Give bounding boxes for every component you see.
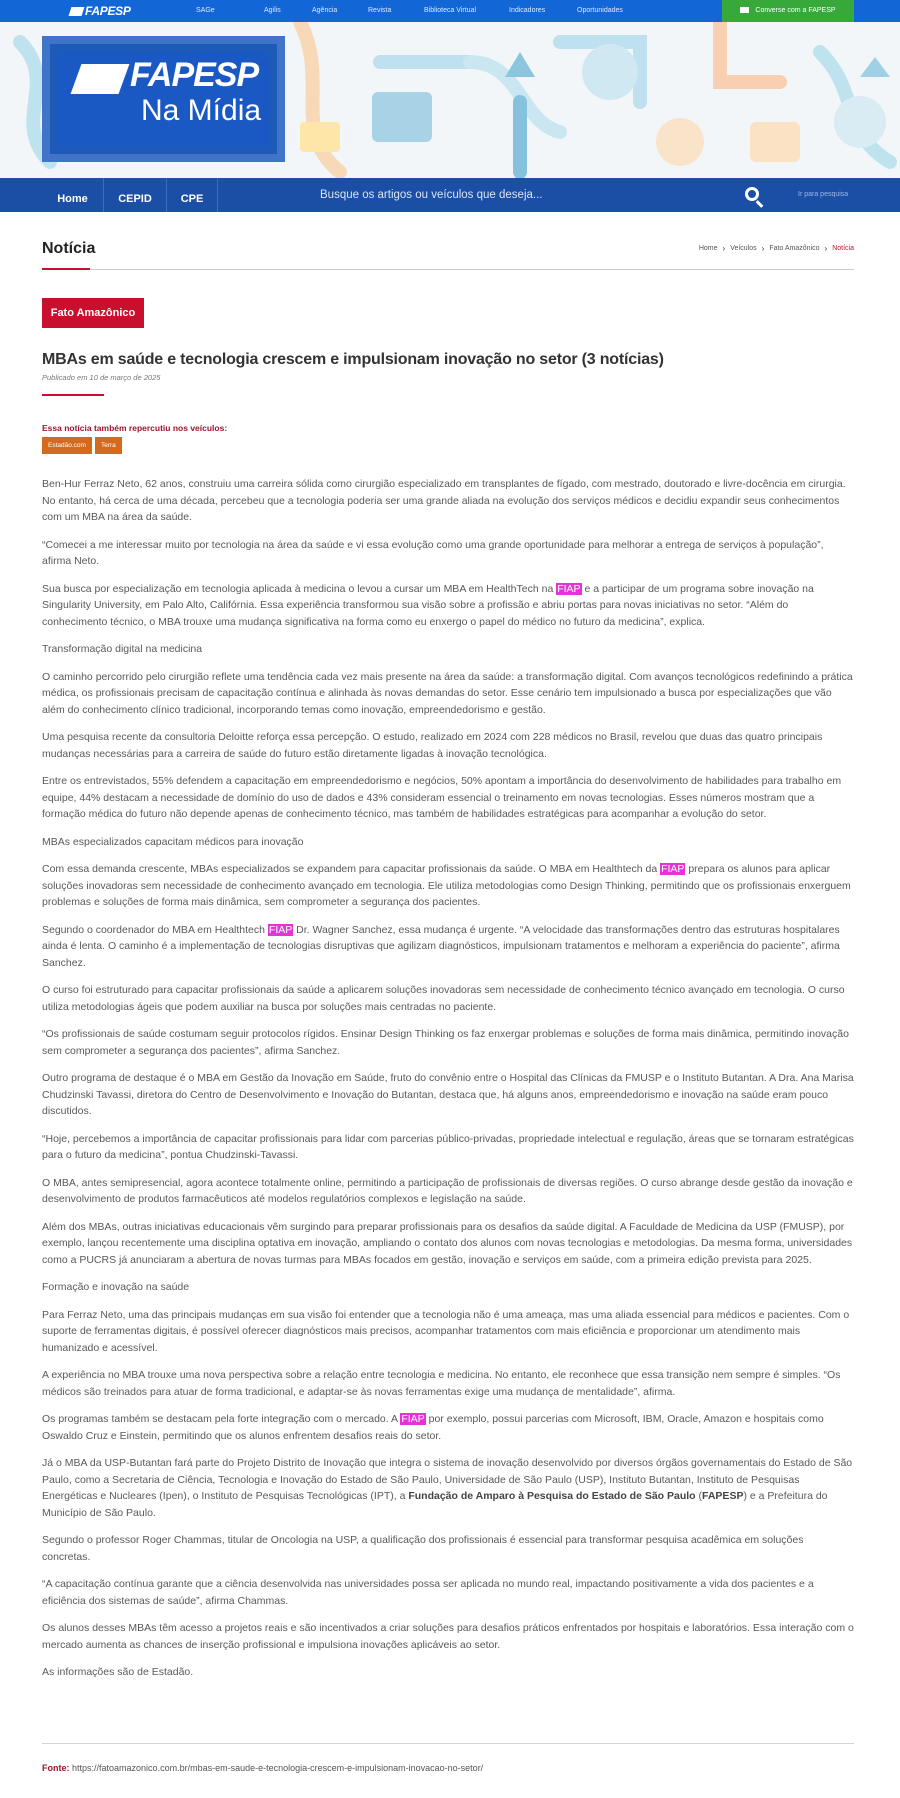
highlight-fiap: FIAP (557, 582, 581, 595)
title-divider (42, 269, 854, 270)
text: ( (695, 1490, 703, 1502)
nav-cepid[interactable]: CEPID (104, 178, 167, 212)
section-heading: Transformação digital na medicina (42, 643, 203, 655)
contact-label: Converse com a FAPESP (755, 7, 836, 14)
chevron-right-icon: › (824, 244, 828, 253)
top-nav-agencia[interactable]: Agência (312, 7, 338, 14)
brand-main-text: FAPESP (130, 56, 259, 94)
source-url-link[interactable]: https://fatoamazonico.com.br/mbas-em-saude-e-tecnologia-crescem-e-impulsionam-inovacao-no-setor/ (72, 1763, 484, 1773)
text: Segundo o coordenador do MBA em Healthtech (42, 923, 268, 936)
top-nav-oportunidades[interactable]: Oportunidades (577, 7, 623, 14)
highlight-fiap: FIAP (268, 923, 293, 936)
paragraph: Uma pesquisa recente da consultoria Deloitte reforça essa percepção. O estudo, realizado em 2024 com 228 médicos no Brasil, revelou que duas das quatro principais mudanças necessárias para a carreira de saúde do futuro estão diretamente ligadas à inovação tecnológica. (42, 731, 823, 760)
vehicle-badge-terra[interactable]: Terra (95, 437, 122, 454)
top-nav-agilis[interactable]: Agilis (264, 7, 281, 14)
paragraph (42, 581, 854, 631)
text: por exemplo, possui parcerias com Microsoft, IBM, Oracle, Amazon e hospitais como Oswaldo Cruz e Einstein, permitindo que os alunos enfrentem desafios reais do setor. (42, 1413, 824, 1442)
title-accent (42, 268, 90, 270)
paragraph: Segundo o professor Roger Chammas, titular de Oncologia na USP, a qualificação dos profissionais é essencial para transformar pesquisa acadêmica em soluções concretas. (42, 1534, 804, 1563)
text: ) e a Prefeitura do Município de São Paulo. (42, 1490, 828, 1519)
paragraph: Os alunos desses MBAs têm acesso a projetos reais e são incentivados a criar soluções para desafios práticos enfrentados por hospitais e laboratórios. Essa interação com o mercado aumenta as chances de inserção profissional e impulsiona inovações aplicáveis ao setor. (42, 1622, 854, 1651)
text: Com essa demanda crescente, MBAs especializados se expandem para capacitar profissionais da saúde. O MBA em Healthtech da (42, 863, 661, 875)
paragraph: O MBA, antes semipresencial, agora acontece totalmente online, permitindo a participação de profissionais de diversas regiões. O curso abrange desde gestão da inovação e desenvolvimento de produtos farmacêuticos até modelos regulatórios complexos e legislação na saúde. (42, 1176, 853, 1205)
main-nav (0, 178, 900, 212)
publish-date: Publicado em 10 de março de 2025 (42, 373, 161, 382)
brand-sub: Na Mídia (141, 94, 262, 127)
breadcrumb-current: Notícia (832, 245, 854, 252)
paragraph (42, 922, 854, 972)
paragraph: “Os profissionais de saúde costumam seguir protocolos rígidos. Ensinar Design Thinking os faz enxergar problemas e soluções de forma mais dinâmica, permitindo inovação sem comprometer a segurança dos pacientes”, afirma Sanchez. (42, 1028, 849, 1057)
paragraph: O caminho percorrido pelo cirurgião reflete uma tendência cada vez mais presente na área da saúde: a transformação digital. Com avanços tecnológicos redefinindo a prática médica, os profissionais precisam de capacitação contínua e alinhada às novas demandas do setor. Esse cenário tem impulsionado a busca por especializações que vão além do conhecimento clínico tradicional, incorporando temas como inovação, empreendedorismo e gestão. (42, 670, 853, 716)
paragraph: O curso foi estruturado para capacitar profissionais da saúde a aplicarem soluções inovadoras sem necessidade de conhecimento técnico avançado em tecnologia. O curso utiliza metodologias ágeis que podem auxiliar na busca por soluções mais centradas no paciente. (42, 984, 845, 1013)
top-bar (0, 0, 900, 22)
paragraph (42, 1411, 854, 1444)
paragraph: Entre os entrevistados, 55% defendem a capacitação em empreendedorismo e negócios, 50% apontam a importância do desenvolvimento de habilidades para trabalho em equipe, 44% destacam a necessidade de domínio do uso de dados e 43% consideram essencial o treinamento em novas tecnologias. Esses números mostram que a formação médica do futuro não depende apenas de conhecimento técnico, mas também de habilidades estratégicas para acompanhar a evolução do setor. (42, 775, 842, 820)
highlight-fiap: FIAP (661, 863, 685, 875)
flag-logo-icon (69, 7, 85, 16)
breadcrumb-home[interactable]: Home (698, 245, 718, 252)
paragraph: As informações são de Estadão. (42, 1666, 194, 1678)
top-nav-biblioteca[interactable]: Biblioteca Virtual (424, 7, 477, 14)
top-nav-sage[interactable]: SAGe (196, 7, 215, 14)
breadcrumb (699, 244, 854, 253)
section-heading: MBAs especializados capacitam médicos para inovação (42, 835, 304, 848)
paragraph: Outro programa de destaque é o MBA em Gestão da Inovação em Saúde, fruto do convênio entre o Hospital das Clínicas da FMUSP e o Instituto Butantan. A Dra. Ana Marisa Chudzinski Tavassi, diretora do Centro de Desenvolvimento e Inovação do Butantan, destaca que, há alguns anos, empreendedorismo e inovação na saúde eram pouco discutidos. (42, 1072, 854, 1117)
text: Sua busca por especialização em tecnologia aplicada à medicina o levou a cursar um MBA em HealthTech na (42, 582, 557, 595)
text: Os programas também se destacam pela forte integração com o mercado. A (42, 1413, 401, 1425)
text: Dr. Wagner Sanchez, essa mudança é urgente. “A velocidade das transformações dentro das estruturas hospitalares ainda é lenta. O caminho é a implementação de tecnologias disruptivas que agilizam diagnósticos, impulsionam tratamentos e melhoram a experiência do paciente”, afirma Sanchez. (42, 923, 840, 969)
top-nav-revista[interactable]: Revista (368, 7, 392, 14)
text: e a participar de um programa sobre inovação na Singularity University, em Palo Alto, Califórnia. Essa experiência transformou sua visão sobre a profissão e abriu portas para novas iniciativas no setor. “Além do conhecimento técnico, o MBA trouxe uma mudança significativa na forma como eu enxergo o papel do médico no futuro da medicina”, explica. (42, 582, 814, 628)
highlight-fiap: FIAP (401, 1413, 425, 1425)
nav-cpe[interactable]: CPE (167, 178, 218, 212)
breadcrumb-veiculos[interactable]: Veículos (730, 245, 757, 252)
paragraph: “Comecei a me interessar muito por tecnologia na área da saúde e vi essa evolução como uma grande oportunidade para melhorar a entrega de serviços à população”, afirma Neto. (42, 538, 824, 567)
vehicle-badges (42, 437, 122, 454)
text: Já o MBA da USP-Butantan fará parte do Projeto Distrito de Inovação que integra o sistema de inovação desenvolvido por diversos órgãos governamentais do Estado de São Paulo, como a Secretaria de Ciência, Tecnologia e Inovação do Estado de São Paulo, Universidade de São Paulo (USP), Instituto Butantan, Instituto de Pesquisas Energéticas e Nucleares (Ipen), o Instituto de Pesquisas Tecnológicas (IPT), a (42, 1457, 853, 1502)
chevron-right-icon: › (722, 244, 726, 253)
footer-divider (42, 1743, 854, 1744)
mail-icon (740, 7, 749, 13)
breadcrumb-fato-amazonico[interactable]: Fato Amazônico (769, 245, 820, 252)
paragraph: Ben-Hur Ferraz Neto, 62 anos, construiu uma carreira sólida como cirurgião especializado em transplantes de fígado, com mestrado, doutorado e livre-docência em cirurgia. No entanto, há cerca de uma década, percebeu que a tecnologia poderia ser uma grande aliada na evolução dos serviços médicos e decidiu expandir seus conhecimentos com um MBA na área da saúde. (42, 478, 846, 523)
search-go-link[interactable]: Ir para pesquisa (798, 191, 849, 198)
search-input[interactable]: Busque os artigos ou veículos que deseja... (320, 189, 543, 201)
bold-fapesp-name: Fundação de Amparo à Pesquisa do Estado de São Paulo (408, 1490, 696, 1502)
paragraph: Além dos MBAs, outras iniciativas educacionais vêm surgindo para preparar profissionais para os desafios da saúde digital. A Faculdade de Medicina da USP (FMUSP), por exemplo, lançou recentemente uma disciplina optativa em inovação, ampliando o contato dos alunos com novas tecnologias e metodologias. Da mesma forma, universidades como a PUCRS já anunciaram a abertura de novas turmas para MBAs focados em gestão, inovação e serviços em saúde, com a primeira edição prevista para 2025. (42, 1220, 853, 1266)
nav-home[interactable]: Home (42, 178, 104, 212)
fapesp-top-logo[interactable] (70, 3, 131, 19)
paragraph (42, 861, 854, 911)
paragraph: A experiência no MBA trouxe uma nova perspectiva sobre a relação entre tecnologia e medicina. No entanto, ele reconhece que essa transição nem sempre é simples. “Os médicos são treinados para atuar de forma tradicional, e adaptar-se às novas ferramentas exige uma mudança de mentalidade”, afirma. (42, 1369, 841, 1398)
paragraph (42, 1455, 854, 1521)
section-heading: Formação e inovação na saúde (42, 1281, 190, 1293)
source-line (42, 1763, 483, 1773)
text: prepara os alunos para aplicar soluções inovadoras sem necessidade de conhecimento avançado em tecnologia. Ele utiliza metodologias como Design Thinking, permitindo que os profissionais enxerguem problemas e soluções de forma mais dinâmica, sem comprometer a segurança dos pacientes. (42, 863, 851, 908)
paragraph: “A capacitação contínua garante que a ciência desenvolvida nas universidades possa ser aplicada no mundo real, impactando positivamente a vida dos pacientes e a eficiência dos sistemas de saúde”, afirma Chammas. (42, 1578, 814, 1607)
source-label: Fonte: (42, 1763, 70, 1773)
header-banner (0, 22, 900, 178)
vehicle-badge-estadao[interactable]: Estadão.com (42, 437, 92, 454)
fapesp-na-midia-logo[interactable] (42, 36, 285, 162)
search-icon[interactable] (745, 187, 759, 201)
top-nav (196, 0, 647, 22)
title-underline (42, 394, 104, 396)
paragraph: “Hoje, percebemos a importância de capacitar profissionais para lidar com parcerias público-privadas, propriedade intelectual e regulação, áreas que se tornaram estratégicas para o futuro da medicina”, pontua Chudzinski-Tavassi. (42, 1132, 854, 1161)
brand-main (76, 56, 258, 95)
source-tag[interactable]: Fato Amazônico (42, 298, 144, 328)
page-title: Notícia (42, 240, 96, 257)
article-title: MBAs em saúde e tecnologia crescem e impulsionam inovação no setor (3 notícias) (42, 351, 664, 368)
paragraph: Para Ferraz Neto, uma das principais mudanças em sua visão foi entender que a tecnologia não é uma ameaça, mas uma aliada essencial para médicos e pacientes. Com o suporte de ferramentas digitais, é possível oferecer diagnósticos mais precisos, acompanhar tratamentos com mais eficiência e proporcionar um atendimento mais humanizado e acessível. (42, 1308, 850, 1354)
contact-button[interactable] (722, 0, 854, 22)
repercussion-label: Essa notícia também repercutiu nos veículos: (42, 423, 228, 433)
brand-inner (58, 52, 269, 146)
chevron-right-icon: › (761, 244, 765, 253)
bold-fapesp: FAPESP (702, 1490, 744, 1502)
top-nav-indicadores[interactable]: Indicadores (509, 7, 546, 14)
article-body (42, 476, 854, 1692)
top-logo-text: FAPESP (85, 4, 131, 18)
